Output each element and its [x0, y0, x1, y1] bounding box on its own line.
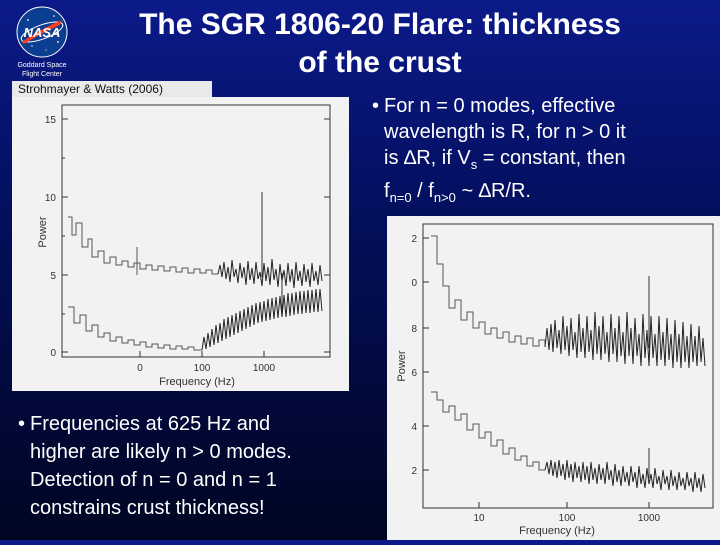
nasa-logo: [10, 6, 74, 80]
plot1-ytick: 15: [44, 115, 56, 126]
slide-title-line2: of the crust: [298, 46, 462, 79]
plot1-ylabel: Power: [37, 216, 49, 248]
plot1-ytick: 0: [50, 348, 56, 359]
bullet-right-line4-sub2: n>0: [433, 190, 456, 205]
logo-caption-line2: Flight Center: [21, 71, 63, 78]
bullet-left-line2: higher are likely n > 0 modes.: [30, 441, 292, 463]
nasa-meatball-icon: [16, 6, 68, 58]
bullet-right-line4c: ~ ∆R/R.: [455, 180, 531, 202]
plot1-xlabel: Frequency (Hz): [159, 376, 235, 388]
bullet-left-line1: Frequencies at 625 Hz and: [30, 413, 271, 435]
plot2-ytick: 0: [411, 278, 417, 289]
bullet-right-line4b: / f: [411, 180, 434, 202]
bullet-right-line4-sub1: n=0: [389, 190, 412, 205]
plot2-ylabel: Power: [396, 350, 408, 382]
plot2-xtick: 100: [558, 513, 576, 524]
plot2-ytick: 2: [411, 234, 417, 245]
bullet-right-line3-delta: ∆R, if V: [404, 147, 471, 169]
plot2-ytick: 8: [411, 324, 417, 335]
plot2-lower-trace: [431, 392, 545, 470]
power-spectrum-plot-right: [387, 216, 720, 540]
bullet-right-line3-sub: s: [470, 157, 478, 172]
plot2-upper-trace: [431, 236, 545, 347]
bullet-right: [366, 93, 714, 211]
plot1-xtick: 1000: [252, 363, 276, 374]
bullet-right-line3b: = constant, then: [477, 147, 626, 169]
bullet-right-line3a: is: [384, 147, 404, 169]
logo-text: NASA: [23, 25, 61, 40]
logo-caption: [10, 61, 74, 79]
bullet-left-line3: Detection of n = 0 and n = 1: [30, 469, 277, 491]
plot2-ytick: 2: [411, 466, 417, 477]
bullet-dot: •: [372, 95, 380, 117]
plot1-ytick: 5: [50, 271, 56, 282]
figure-credit: Strohmayer & Watts (2006): [12, 81, 212, 97]
plot1-upper-noise: [218, 259, 322, 288]
plot1-xtick: 100: [193, 363, 211, 374]
plot2-lower-noise: [545, 460, 705, 492]
plot1-xtick: 0: [137, 363, 143, 374]
plot2-ytick: 6: [411, 368, 417, 379]
plot2-xlabel: Frequency (Hz): [519, 525, 595, 537]
bullet-left: [12, 410, 357, 522]
bullet-right-line4a: f: [384, 180, 390, 202]
power-spectrum-plot-left: [12, 97, 349, 391]
bullet-right-line2: wavelength is R, for n > 0 it: [384, 121, 626, 143]
slide-title-line1: The SGR 1806-20 Flare: thickness: [139, 8, 621, 41]
plot1-lower-trace: [68, 307, 202, 350]
plot1-upper-trace: [68, 217, 218, 274]
plot2-upper-noise: [545, 312, 705, 368]
plot2-ytick: 4: [411, 422, 417, 433]
plot1-lower-noise: [202, 289, 322, 350]
slide-title: [100, 6, 660, 82]
bullet-right-line1: For n = 0 modes, effective: [384, 95, 616, 117]
bullet-dot: •: [18, 413, 26, 435]
plot2-xtick: 1000: [637, 513, 661, 524]
plot2-xtick: 10: [473, 513, 485, 524]
plot1-ytick: 10: [44, 193, 56, 204]
plot1-frame: [62, 105, 330, 357]
logo-caption-line1: Goddard Space: [17, 62, 67, 69]
bullet-left-line4: constrains crust thickness!: [30, 497, 265, 519]
